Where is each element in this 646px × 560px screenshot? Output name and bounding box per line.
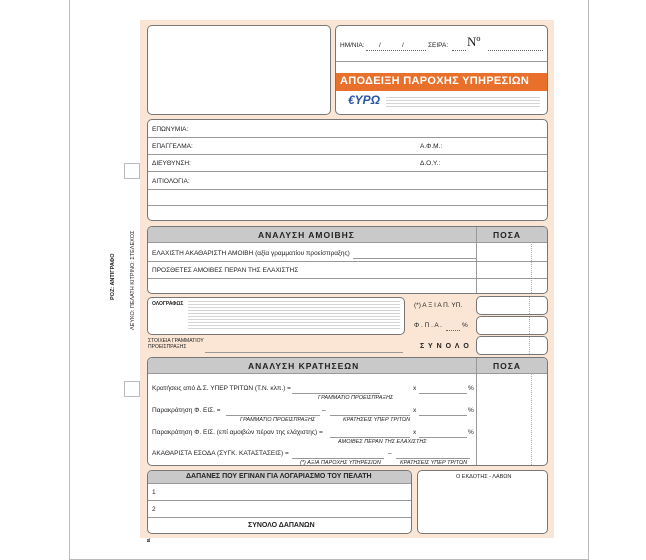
deduction-row-extra-fees: Παρακράτηση Φ. ΕΙΣ. (επί αμοιβών πέραν της ελάχιστης) =	[152, 429, 323, 436]
deduction-row-4-minus: –	[388, 450, 392, 457]
header-box	[335, 25, 548, 115]
fee-row-additional: ΠΡΟΣΘΕΤΕΣ ΑΜΟΙΒΕΣ ΠΕΡΑΝ ΤΗΣ ΕΛΑΧΙΣΤΗΣ	[152, 267, 299, 274]
series-label: ΣΕΙΡΑ:	[428, 42, 449, 49]
amount-in-words-box	[147, 297, 405, 335]
total-label: Σ Υ Ν Ο Λ Ο	[420, 343, 470, 350]
deduction-row-2-x: x	[413, 407, 417, 414]
deduction-row-3-pct: %	[468, 429, 474, 436]
vat-percent-sign: %	[462, 322, 468, 329]
client-expenses-box	[147, 470, 412, 534]
receipt-title: ΑΠΟΔΕΙΞΗ ΠΑΡΟΧΗΣ ΥΠΗΡΕΣΙΩΝ	[340, 75, 530, 87]
amount-field[interactable]	[386, 97, 540, 109]
receipt-details-line1: ΣΤΟΙΧΕΙΑ ΓΡΑΜΜΑΤΙΟΥ	[148, 338, 204, 344]
client-name-label: ΕΠΩΝΥΜΙΑ:	[152, 126, 189, 133]
deduction-row-4-sub2: ΚΡΑΤΗΣΕΙΣ ΥΠΕΡ ΤΡΙΤΩΝ	[400, 460, 468, 466]
copy-color-note: ΡΟΖ: ΑΝΤΙΓΡΑΦΟ	[110, 253, 116, 300]
deduction-row-4-sub1: (*) ΑΞΙΑ ΠΑΡΟΧΗΣ ΥΠΗΡΕΣΙΩΝ	[300, 460, 381, 466]
deduction-row-1-sub: ΓΡΑΜΜΑΤΙΟ ΠΡΟΕΙΣΠΡΑΞΗΣ	[318, 395, 394, 401]
date-slash-1: /	[379, 42, 381, 49]
signature-label: Ο ΕΚΔΟΤΗΣ - ΛΑΒΩΝ	[456, 474, 512, 480]
service-value-box[interactable]	[476, 296, 548, 315]
vat-number-label: Α.Φ.Μ.:	[420, 143, 443, 150]
total-amount-box[interactable]	[476, 336, 548, 355]
deduction-row-2-sub1: ΓΡΑΜΜΑΤΙΟ ΠΡΟΕΙΣΠΡΑΞΗΣ	[240, 417, 316, 423]
fee-amount-header: ΠΟΣΑ	[493, 230, 521, 240]
currency-label: €ΥΡΩ	[348, 93, 381, 107]
client-expenses-title: ΔΑΠΑΝΕΣ ΠΟΥ ΕΓΙΝΑΝ ΓΙΑ ΛΟΓΑΡΙΑΣΜΟ ΤΟΥ ΠΕΛΑΤΗ	[186, 473, 372, 480]
binder-hole-bottom	[124, 381, 140, 397]
signature-box[interactable]	[417, 470, 548, 534]
expenses-total-label: ΣΥΝΟΛΟ ΔΑΠΑΝΩΝ	[248, 522, 315, 529]
deduction-row-income-tax: Παρακράτηση Φ. ΕΙΣ. =	[152, 407, 221, 414]
deduction-row-2-minus: –	[322, 407, 326, 414]
service-value-label: (*) Α Ξ Ι Α Π. ΥΠ.	[414, 302, 463, 309]
fee-analysis-title: ΑΝΑΛΥΣΗ ΑΜΟΙΒΗΣ	[258, 230, 355, 240]
address-label: ΔΙΕΥΘΥΝΣΗ:	[152, 160, 191, 167]
deduction-row-third-party: Κρατήσεις από Δ.Σ. ΥΠΕΡ ΤΡΙΤΩΝ (Τ.Ν. κλπ.) =	[152, 385, 291, 392]
deduction-row-3-x: x	[413, 429, 417, 436]
tax-office-label: Δ.Ο.Υ.:	[420, 160, 441, 167]
deduction-row-1-pct: %	[468, 385, 474, 392]
deduction-row-2-pct: %	[468, 407, 474, 414]
amount-in-words-label: ΟΛΟΓΡΑΦΩΣ	[152, 301, 184, 307]
deduction-row-2-sub2: ΚΡΑΤΗΣΕΙΣ ΥΠΕΡ ΤΡΙΤΩΝ	[343, 417, 411, 423]
binder-hole-top	[124, 163, 140, 179]
receipt-details-label	[148, 338, 204, 350]
date-label: ΗΜ/ΝΙΑ:	[340, 42, 365, 49]
fee-analysis-box	[147, 226, 548, 294]
date-slash-2: /	[402, 42, 404, 49]
receipt-number-label: Νº	[467, 34, 481, 49]
deduction-row-1-x: x	[413, 385, 417, 392]
deduction-row-gross-income: ΑΚΑΘΑΡΙΣΤΑ ΕΣΟΔΑ (ΣΥΓΚ. ΚΑΤΑΣΤΑΣΕΙΣ) =	[152, 450, 289, 457]
deduction-row-3-sub: ΑΜΟΙΒΕΣ ΠΕΡΑΝ ΤΗΣ ΕΛΑΧΙΣΤΗΣ	[338, 439, 427, 445]
receipt-details-line2: ΠΡΟΕΙΣΠΡΑΞΗΣ	[148, 344, 187, 350]
deductions-amount-header: ΠΟΣΑ	[493, 361, 521, 371]
title-bar	[336, 73, 547, 91]
vat-amount-box[interactable]	[476, 316, 548, 335]
client-info-box	[147, 119, 548, 221]
profession-label: ΕΠΑΓΓΕΛΜΑ:	[152, 143, 193, 150]
expense-row-1: 1	[152, 489, 156, 496]
vat-rate-label: Φ . Π . Α .	[414, 322, 442, 329]
reason-label: ΑΙΤΙΟΛΟΓΙΑ:	[152, 178, 190, 185]
deductions-title: ΑΝΑΛΥΣΗ ΚΡΑΤΗΣΕΩΝ	[248, 361, 360, 371]
deductions-box	[147, 357, 548, 466]
fee-row-minimum: ΕΛΑΧΙΣΤΗ ΑΚΑΘΑΡΙΣΤΗ ΑΜΟΙΒΗ (αξία γραμματίου προείσπραξης)	[152, 250, 350, 257]
expense-row-2: 2	[152, 506, 156, 513]
copy-distribution-note: ΛΕΥΚΟ: ΠΕΛΑΤΗ ΚΙΤΡΙΝΟ: ΣΤΕΛΕΧΟΣ	[130, 230, 136, 330]
issuer-stamp-box[interactable]	[147, 25, 331, 115]
amount-in-words-field[interactable]	[188, 301, 400, 331]
